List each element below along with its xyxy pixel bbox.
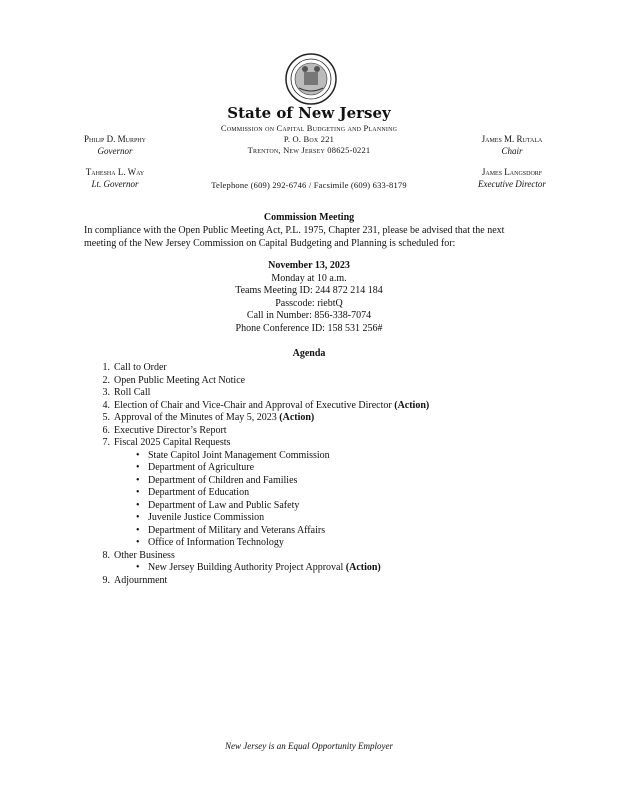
teams-meeting-id: Teams Meeting ID: 244 872 214 184 xyxy=(235,285,383,296)
sub-item: • State Capitol Joint Management Commission xyxy=(136,449,330,461)
passcode: Passcode: riebtQ xyxy=(275,297,343,309)
governor-title: Governor xyxy=(97,146,133,156)
chair-name: James M. Rutala xyxy=(481,134,543,144)
governor-name: Philip D. Murphy xyxy=(84,134,146,144)
footer-text: New Jersey is an Equal Opportunity Employer xyxy=(225,741,393,751)
sub-item: • New Jersey Building Authority Project Approval (Action) xyxy=(136,562,381,573)
notice-line-1: In compliance with the Open Public Meeting Act, P.L. 1975, Chapter 231, please be advised that the next xyxy=(84,225,505,236)
governor-block xyxy=(60,133,170,157)
agenda-list xyxy=(96,362,516,587)
meeting-date: November 13, 2023 xyxy=(268,260,350,271)
sub-item: • Juvenile Justice Commission xyxy=(136,512,265,523)
director-name: James Langsdorf xyxy=(481,167,543,177)
sub-item: • Department of Military and Veterans Affairs xyxy=(136,524,326,536)
lt-governor-block xyxy=(60,166,170,190)
agenda-item: 1. Call to Order xyxy=(102,362,167,373)
notice-line-2: meeting of the New Jersey Commission on Capital Budgeting and Planning is scheduled for: xyxy=(84,237,456,249)
lt-governor-name: Tahesha L. Way xyxy=(85,167,145,177)
director-block xyxy=(452,166,572,190)
commission-name: Commission on Capital Budgeting and Planning xyxy=(220,123,398,133)
capital-requests-sublist xyxy=(114,450,516,550)
po-box: P. O. Box 221 xyxy=(283,134,335,144)
meeting-time: Monday at 10 a.m. xyxy=(271,272,347,284)
action-label: (Action) xyxy=(394,399,430,411)
conference-id: Phone Conference ID: 158 531 256# xyxy=(235,322,383,334)
action-label: (Action) xyxy=(345,562,381,573)
telephone-line: Telephone (609) 292-6746 / Facsimile (609) 633-8179 xyxy=(211,180,407,190)
agenda-item: 4. Election of Chair and Vice-Chair and Approval of Executive Director (Action) xyxy=(102,399,430,411)
agenda-item: 6. Executive Director’s Report xyxy=(102,424,227,436)
commission-meeting-heading: Commission Meeting xyxy=(263,212,355,223)
sub-item: • Department of Children and Families xyxy=(136,474,298,486)
sub-item: • Department of Education xyxy=(136,487,250,498)
agenda-heading: Agenda xyxy=(292,348,326,359)
director-title: Executive Director xyxy=(478,179,546,189)
state-seal-icon xyxy=(284,52,338,106)
other-business-sublist xyxy=(114,562,516,575)
agenda-item: 2. Open Public Meeting Act Notice xyxy=(102,374,246,386)
call-in-number: Call in Number: 856-338-7074 xyxy=(246,310,372,321)
state-title: State of New Jersey xyxy=(227,104,391,122)
chair-block xyxy=(452,133,572,157)
meeting-details xyxy=(0,260,618,335)
chair-title: Chair xyxy=(501,146,523,156)
lt-governor-title: Lt. Governor xyxy=(91,179,139,189)
agenda-item: 7. Fiscal 2025 Capital Requests • State Capitol Joint Management Commission • Department of Agriculture • Department of Children and Families • Department of Education • Department of Law and Public Safety • Juvenile Justice Commission • Department of Military and Veterans Affairs • Office of Information Technology xyxy=(96,437,516,550)
agenda-item: 8. Other Business • New Jersey Building Authority Project Approval (Action) xyxy=(96,550,516,575)
sub-item: • Department of Agriculture xyxy=(136,462,255,473)
agenda-item: 9. Adjournment xyxy=(102,574,168,586)
agenda-item: 5. Approval of the Minutes of May 5, 2023 (Action) xyxy=(102,412,315,423)
agenda-item: 3. Roll Call xyxy=(102,387,151,398)
notice-paragraph xyxy=(84,225,554,250)
sub-item: • Office of Information Technology xyxy=(136,537,284,548)
address: Trenton, New Jersey 08625-0221 xyxy=(247,145,371,155)
sub-item: • Department of Law and Public Safety xyxy=(136,499,300,511)
action-label: (Action) xyxy=(279,412,315,423)
